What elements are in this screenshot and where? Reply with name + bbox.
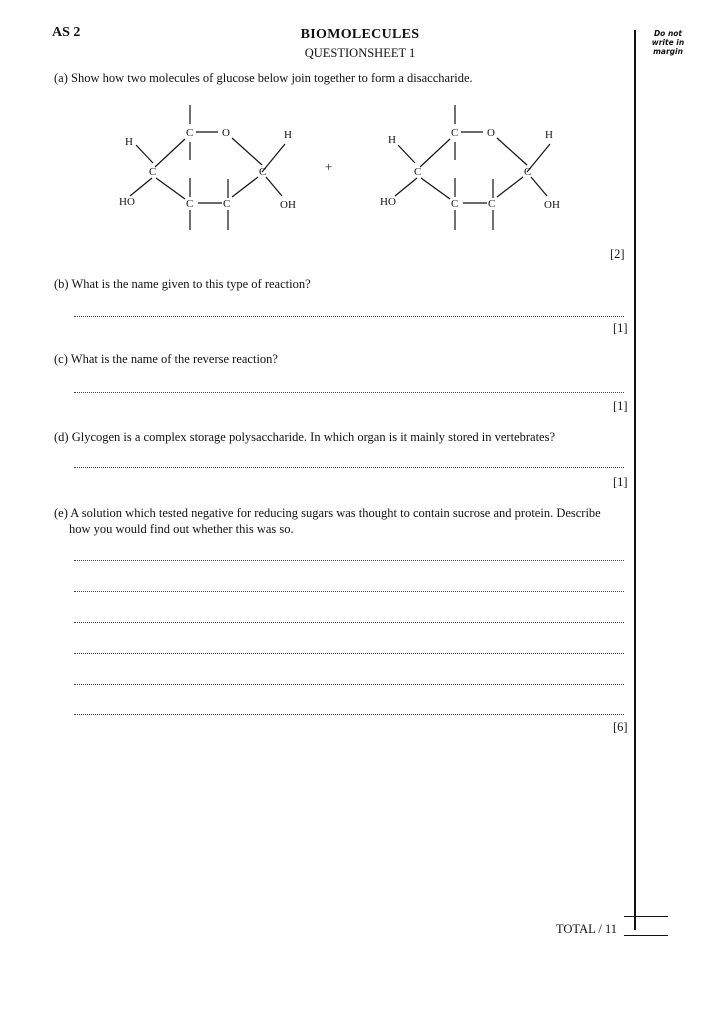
atom-label: HO bbox=[119, 196, 135, 208]
question-e-line-1: (e) A solution which tested negative for reducing sugars was thought to contain sucrose and protein. Describe bbox=[54, 506, 601, 520]
answer-line-b[interactable] bbox=[74, 316, 624, 317]
atom-label: O bbox=[487, 127, 495, 139]
atom-label: C bbox=[451, 127, 459, 139]
atom-label: C bbox=[223, 198, 231, 210]
plus-sign: + bbox=[325, 159, 333, 174]
marks-c: [1] bbox=[613, 399, 628, 413]
question-a: (a) Show how two molecules of glucose below join together to form a disaccharide. bbox=[54, 71, 473, 85]
atom-label: H bbox=[545, 129, 553, 141]
atom-label: H bbox=[388, 134, 396, 146]
question-b: (b) What is the name given to this type of reaction? bbox=[54, 277, 311, 291]
glucose-diagram bbox=[0, 0, 727, 260]
answer-line-c[interactable] bbox=[74, 392, 624, 393]
marks-d: [1] bbox=[613, 475, 628, 489]
margin-note-line: Do not bbox=[653, 29, 683, 38]
page-subtitle: QUESTIONSHEET 1 bbox=[304, 46, 416, 60]
glucose-left-labels bbox=[119, 127, 296, 211]
atom-label: H bbox=[284, 129, 292, 141]
atom-label: C bbox=[186, 127, 194, 139]
marks-a: [2] bbox=[610, 247, 625, 261]
question-c: (c) What is the name of the reverse reaction? bbox=[54, 352, 278, 366]
atom-label: OH bbox=[280, 199, 296, 211]
paper-code: AS 2 bbox=[52, 25, 81, 40]
atom-label: C bbox=[149, 166, 157, 178]
marks-e: [6] bbox=[613, 720, 628, 734]
atom-label: H bbox=[125, 136, 133, 148]
atom-label: C bbox=[259, 166, 267, 178]
atom-label: C bbox=[488, 198, 496, 210]
atom-label: C bbox=[186, 198, 194, 210]
answer-line-e[interactable] bbox=[74, 653, 624, 654]
margin-note-line: margin bbox=[653, 47, 683, 56]
marks-b: [1] bbox=[613, 321, 628, 335]
total-label: TOTAL / 11 bbox=[556, 922, 618, 936]
atom-label: C bbox=[524, 166, 532, 178]
atom-label: HO bbox=[380, 196, 396, 208]
atom-label: C bbox=[414, 166, 422, 178]
question-e-line-2: how you would find out whether this was so. bbox=[69, 522, 294, 536]
answer-line-e[interactable] bbox=[74, 591, 624, 592]
total-score-box[interactable] bbox=[624, 935, 668, 936]
answer-line-e[interactable] bbox=[74, 622, 624, 623]
answer-line-e[interactable] bbox=[74, 684, 624, 685]
answer-line-d[interactable] bbox=[74, 467, 624, 468]
page-title: BIOMOLECULES bbox=[300, 27, 420, 42]
answer-line-e[interactable] bbox=[74, 714, 624, 715]
atom-label: O bbox=[222, 127, 230, 139]
margin-note-line: write in bbox=[651, 38, 685, 47]
total-rule-top bbox=[624, 916, 668, 917]
atom-label: OH bbox=[544, 199, 560, 211]
question-d: (d) Glycogen is a complex storage polysaccharide. In which organ is it mainly stored in vertebrates? bbox=[54, 430, 556, 444]
answer-line-e[interactable] bbox=[74, 560, 624, 561]
atom-label: C bbox=[451, 198, 459, 210]
glucose-right-labels bbox=[380, 127, 560, 211]
